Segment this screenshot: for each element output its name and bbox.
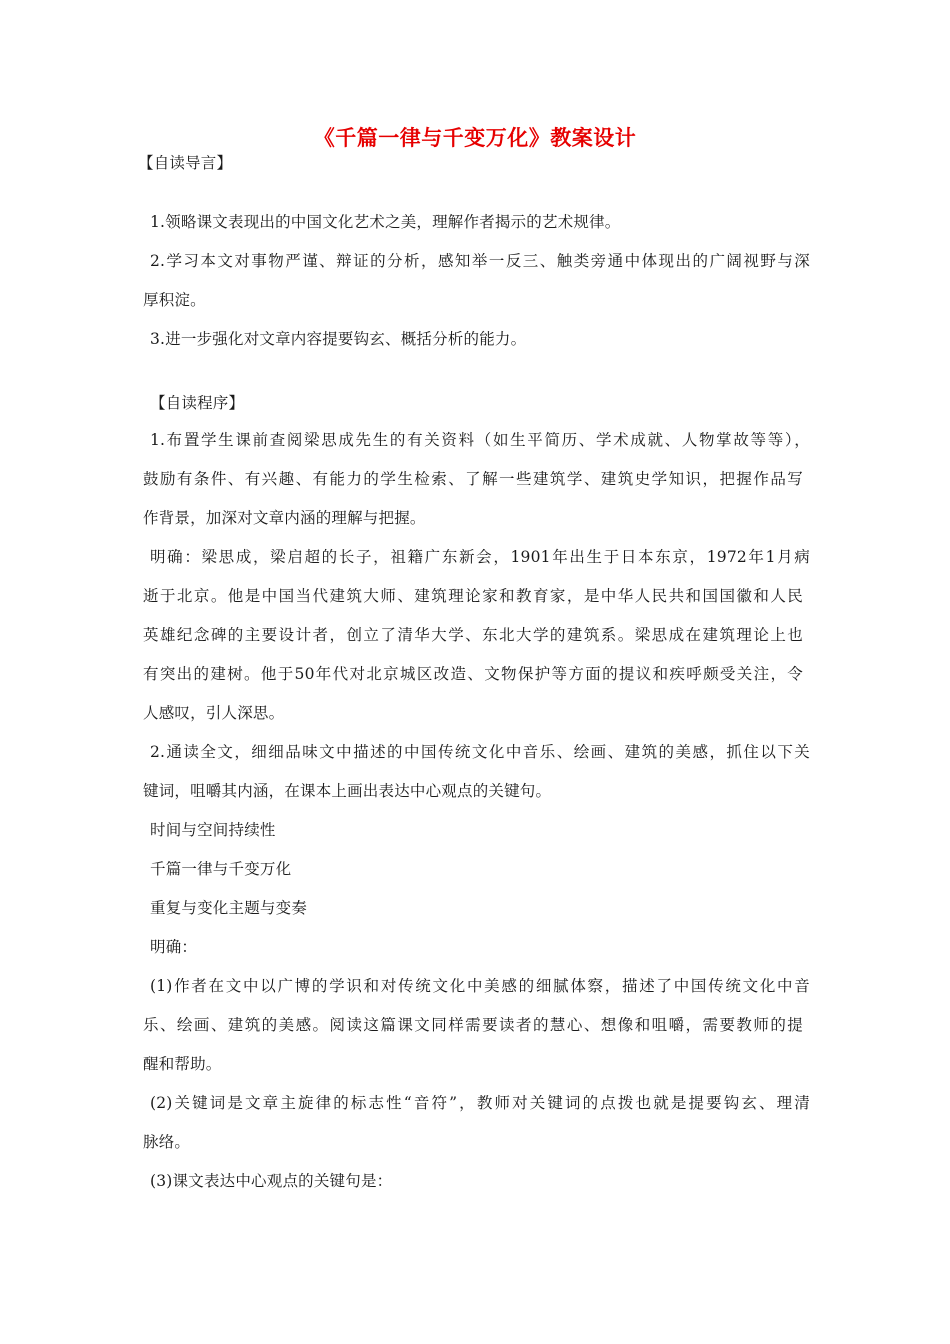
section-heading-intro: 【自读导言】 [138,154,233,172]
paragraph-line: 醒和帮助。 [143,1055,222,1073]
paragraph-line: 2.通读全文，细细品味文中描述的中国传统文化中音乐、绘画、建筑的美感，抓住以下关 [150,743,810,761]
paragraph-line: 键词，咀嚼其内涵，在课本上画出表达中心观点的关键句。 [143,782,552,800]
paragraph-line: 乐、绘画、建筑的美感。阅读这篇课文同样需要读者的慧心、想像和咀嚼，需要教师的提 [143,1016,803,1034]
keyword-line: 千篇一律与千变万化 [150,860,292,878]
keyword-line: 重复与变化主题与变奏 [150,899,308,917]
paragraph-line: 明确： [150,938,198,956]
paragraph-line: 逝于北京。他是中国当代建筑大师、建筑理论家和教育家，是中华人民共和国国徽和人民 [143,587,803,605]
section-heading-procedure: 【自读程序】 [150,394,245,412]
paragraph-line: (2)关键词是文章主旋律的标志性“音符”，教师对关键词的点拨也就是提要钩玄、理清 [150,1094,810,1112]
paragraph-line: 鼓励有条件、有兴趣、有能力的学生检索、了解一些建筑学、建筑史学知识，把握作品写 [143,470,803,488]
paragraph-line: 1.领略课文表现出的中国文化艺术之美，理解作者揭示的艺术规律。 [150,213,621,231]
paragraph-line: 1.布置学生课前查阅梁思成先生的有关资料（如生平简历、学术成就、人物掌故等等）， [150,431,810,449]
paragraph-line: 厚积淀。 [143,291,206,309]
paragraph-line: 作背景，加深对文章内涵的理解与把握。 [143,509,426,527]
paragraph-line: 明确：梁思成，梁启超的长子，祖籍广东新会，1901年出生于日本东京，1972年1月病 [150,548,810,566]
paragraph-line: 脉络。 [143,1133,191,1151]
paragraph-line: 人感叹，引人深思。 [143,704,285,722]
paragraph-line: 2.学习本文对事物严谨、辩证的分析，感知举一反三、触类旁通中体现出的广阔视野与深 [150,252,810,270]
paragraph-line: (3)课文表达中心观点的关键句是： [150,1172,393,1190]
paragraph-line: 英雄纪念碑的主要设计者，创立了清华大学、东北大学的建筑系。梁思成在建筑理论上也 [143,626,803,644]
paragraph-line: 3.进一步强化对文章内容提要钩玄、概括分析的能力。 [150,330,527,348]
paragraph-line: (1)作者在文中以广博的学识和对传统文化中美感的细腻体察，描述了中国传统文化中音 [150,977,810,995]
document-title: 《千篇一律与千变万化》教案设计 [313,125,637,150]
paragraph-line: 有突出的建树。他于50年代对北京城区改造、文物保护等方面的提议和疾呼颇受关注，令 [143,665,803,683]
keyword-line: 时间与空间持续性 [150,821,276,839]
